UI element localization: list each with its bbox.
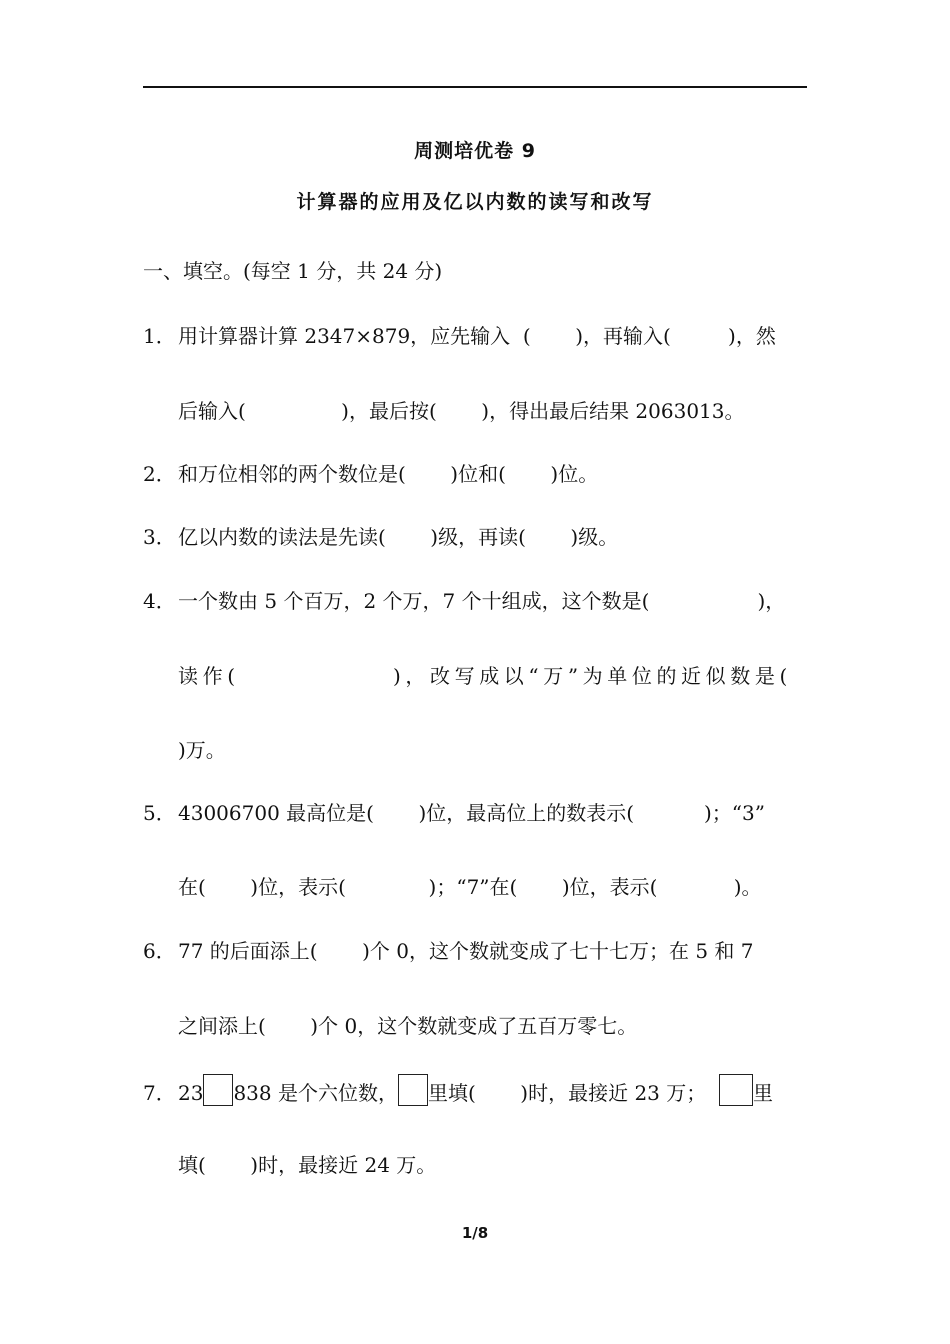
question-2	[143, 460, 598, 488]
page-number: 1/8	[461, 1224, 489, 1242]
answer-box[interactable]	[719, 1074, 753, 1106]
question-text-c: 里填( )时，最接近 23 万；	[427, 1081, 707, 1105]
question-number: 4．	[143, 589, 176, 613]
page-title: 周测培优卷 9	[414, 140, 536, 162]
question-number: 2．	[143, 462, 176, 486]
question-text: 亿以内数的读法是先读( )级，再读( )级。	[178, 525, 619, 549]
question-4-cont: 读作( )，改写成以“万”为单位的近似数是(	[178, 664, 792, 688]
question-6	[143, 937, 754, 965]
question-text: 和万位相邻的两个数位是( )位和( )位。	[178, 462, 599, 486]
question-text-b: 838 是个六位数，	[233, 1081, 398, 1105]
answer-box[interactable]	[203, 1074, 233, 1106]
question-4-cont-2: )万。	[178, 738, 226, 762]
question-5	[143, 799, 765, 827]
question-number: 6．	[143, 939, 176, 963]
question-1-cont: 后输入( )，最后按( )，得出最后结果 2063013。	[178, 399, 745, 423]
question-number: 5．	[143, 801, 176, 825]
question-text: 77 的后面添上( )个 0，这个数就变成了七十七万；在 5 和 7	[178, 939, 754, 963]
question-7	[143, 1074, 773, 1107]
question-7-cont: 填( )时，最接近 24 万。	[178, 1153, 437, 1177]
page-subtitle: 计算器的应用及亿以内数的读写和改写	[296, 191, 654, 213]
answer-box[interactable]	[398, 1074, 428, 1106]
header-rule	[143, 86, 807, 88]
question-5-cont: 在( )位，表示( )；“7”在( )位，表示( )。	[178, 875, 762, 899]
question-number: 7．	[143, 1081, 176, 1105]
section-heading: 一、填空。(每空 1 分，共 24 分)	[143, 259, 443, 283]
question-text-a: 23	[178, 1081, 204, 1105]
question-text: 一个数由 5 个百万，2 个万，7 个十组成，这个数是( )，	[178, 589, 786, 613]
question-6-cont: 之间添上( )个 0，这个数就变成了五百万零七。	[178, 1014, 638, 1038]
question-text: 用计算器计算 2347×879，应先输入 ( )，再输入( )，然	[178, 324, 776, 348]
question-4	[143, 587, 785, 615]
question-number: 1．	[143, 324, 176, 348]
question-text: 43006700 最高位是( )位，最高位上的数表示( )；“3”	[178, 801, 765, 825]
question-3	[143, 523, 618, 551]
question-number: 3．	[143, 525, 176, 549]
question-1	[143, 322, 776, 350]
question-text-d: 里	[752, 1081, 773, 1105]
